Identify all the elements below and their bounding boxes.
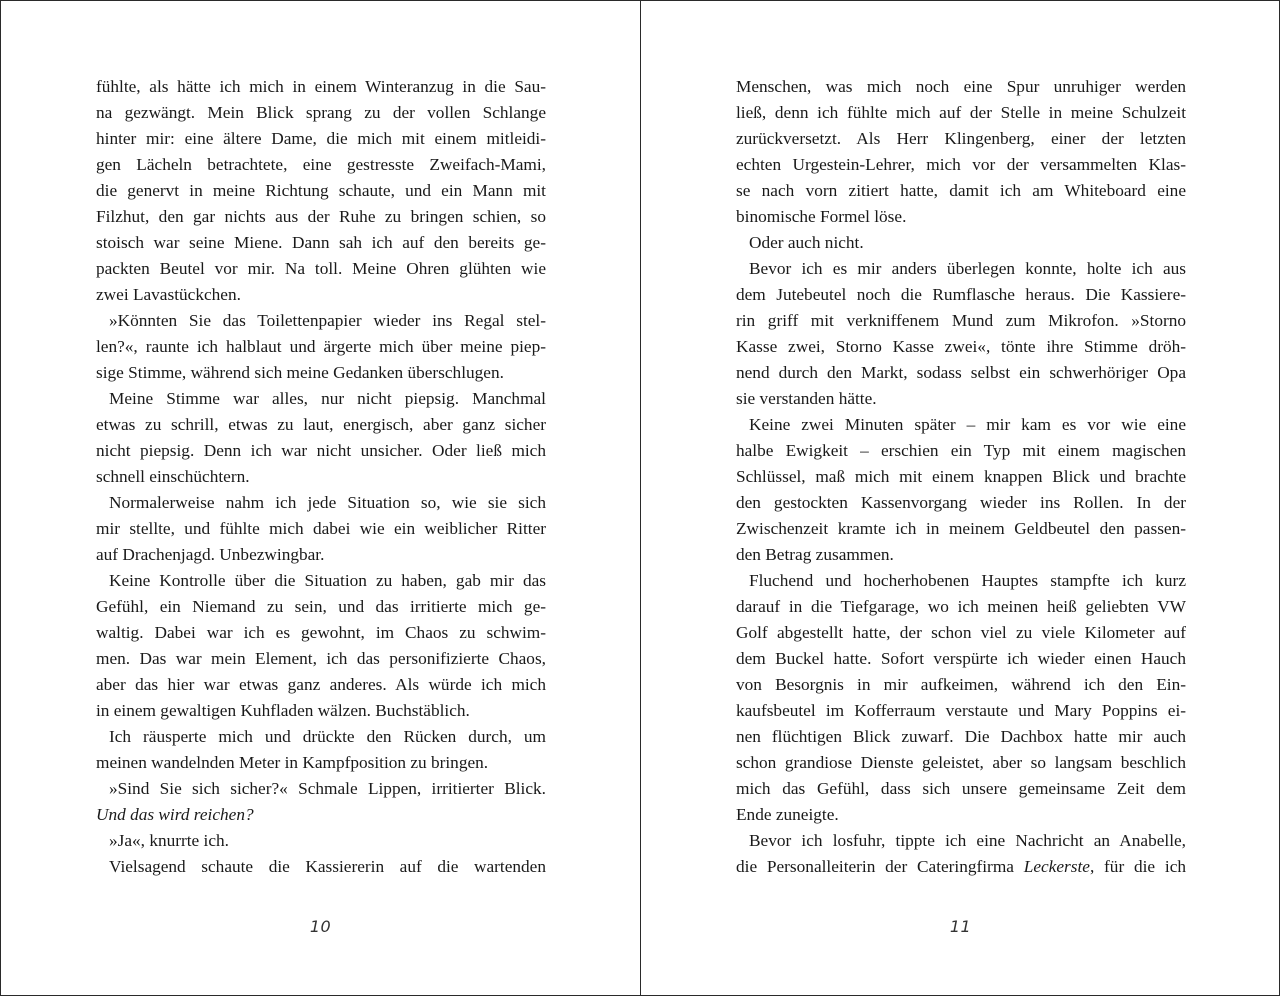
text-line: hinter mir: eine ältere Dame, die mich mit einem mitleidi-	[96, 129, 546, 148]
left-page	[1, 1, 640, 995]
page-number: 11	[949, 917, 972, 936]
text-line: echten Urgestein-Lehrer, mich vor der versammelten Klas-	[736, 155, 1186, 174]
text-line: Keine Kontrolle über die Situation zu haben, gab mir das	[109, 571, 546, 590]
text-line-italic: Und das wird reichen?	[96, 805, 254, 824]
text-line: Fluchend und hocherhobenen Hauptes stampfte ich kurz	[749, 571, 1186, 590]
text-line: Zwischenzeit kramte ich in meinem Geldbeutel den passen-	[736, 519, 1186, 538]
text-line: Gefühl, ein Niemand zu sein, und das irritierte mich ge-	[96, 597, 546, 616]
text-line: Bevor ich losfuhr, tippte ich eine Nachricht an Anabelle,	[749, 831, 1186, 850]
text-line: nicht piepsig. Denn ich war nicht unsicher. Oder ließ mich	[96, 441, 546, 460]
text-line: »Ja«, knurrte ich.	[109, 831, 229, 850]
text-line: packten Beutel vor mir. Na toll. Meine Ohren glühten wie	[96, 259, 546, 278]
text-line: dem Jutebeutel noch die Rumflasche heraus. Die Kassiere-	[736, 285, 1186, 304]
text-line: etwas zu schrill, etwas zu laut, energisch, aber ganz sicher	[96, 415, 546, 434]
text-line: Oder auch nicht.	[749, 233, 864, 252]
text-line: Normalerweise nahm ich jede Situation so, wie sie sich	[109, 493, 546, 512]
text-line: auf Drachenjagd. Unbezwingbar.	[96, 545, 325, 564]
text-line: Bevor ich es mir anders überlegen konnte, holte ich aus	[749, 259, 1186, 278]
text-line: darauf in die Tiefgarage, wo ich meinen heiß geliebten VW	[736, 597, 1186, 616]
text-line: Ich räusperte mich und drückte den Rücken durch, um	[109, 727, 546, 746]
right-page-text	[736, 74, 1186, 880]
text-line: Ende zuneigte.	[736, 805, 839, 824]
text-line: na gezwängt. Mein Blick sprang zu der vollen Schlange	[96, 103, 546, 122]
text-line: Kasse zwei, Storno Kasse zwei«, tönte ihre Stimme dröh-	[736, 337, 1186, 356]
text-line: meinen wandelnden Meter in Kampfposition zu bringen.	[96, 753, 489, 772]
text-line: fühlte, als hätte ich mich in einem Winteranzug in die Sau-	[96, 77, 546, 96]
text-line: men. Das war mein Element, ich das personifizierte Chaos,	[96, 649, 546, 668]
text-line: Menschen, was mich noch eine Spur unruhiger werden	[736, 77, 1186, 96]
text-line: binomische Formel löse.	[736, 207, 907, 226]
text-line: sie verstanden hätte.	[736, 389, 877, 408]
text-line	[736, 854, 1186, 880]
text-line: in einem gewaltigen Kuhfladen wälzen. Buchstäblich.	[96, 701, 470, 720]
text-line: den Betrag zusammen.	[736, 545, 894, 564]
text-line: kaufsbeutel im Kofferraum verstaute und Mary Poppins ei-	[736, 701, 1186, 720]
company-name-italic: Leckerste	[1023, 857, 1090, 876]
text-line: schon grandiose Dienste geleistet, aber so langsam beschlich	[736, 753, 1186, 772]
text-fragment: , für die ich	[1089, 857, 1186, 876]
text-line: Filzhut, den gar nichts aus der Ruhe zu bringen schien, so	[96, 207, 546, 226]
text-line: mir stellte, und fühlte mich dabei wie ein weiblicher Ritter	[96, 519, 546, 538]
text-line: »Könnten Sie das Toilettenpapier wieder ins Regal stel-	[109, 311, 546, 330]
text-line: Meine Stimme war alles, nur nicht piepsig. Manchmal	[109, 389, 546, 408]
right-page	[641, 1, 1280, 995]
text-line: ließ, denn ich fühlte mich auf der Stelle in meine Schulzeit	[736, 103, 1186, 122]
text-line: waltig. Dabei war ich es gewohnt, im Chaos zu schwim-	[96, 623, 546, 642]
page-number: 10	[309, 917, 332, 936]
text-fragment: die Personalleiterin der Cateringfirma	[736, 857, 1024, 876]
text-line: Schlüssel, maß mich mit einem knappen Blick und brachte	[736, 467, 1186, 486]
text-line: Golf abgestellt hatte, der schon viel zu viele Kilometer auf	[736, 623, 1186, 642]
text-line: sige Stimme, während sich meine Gedanken überschlugen.	[96, 363, 504, 382]
text-line: die genervt in meine Richtung schaute, und ein Mann mit	[96, 181, 546, 200]
text-line: zwei Lavastückchen.	[96, 285, 241, 304]
text-line: halbe Ewigkeit – erschien ein Typ mit einem magischen	[736, 441, 1186, 460]
text-line: gen Lächeln betrachtete, eine gestresste Zweifach-Mami,	[96, 155, 546, 174]
text-line: rin griff mit verkniffenem Mund zum Mikrofon. »Storno	[736, 311, 1186, 330]
text-line: zurückversetzt. Als Herr Klingenberg, einer der letzten	[736, 129, 1186, 148]
text-line: se nach vorn zitiert hatte, damit ich am Whiteboard eine	[736, 181, 1186, 200]
text-line: »Sind Sie sich sicher?« Schmale Lippen, irritierter Blick.	[109, 779, 546, 798]
text-line: schnell einschüchtern.	[96, 467, 250, 486]
text-line: von Besorgnis in mir aufkeimen, während ich den Ein-	[736, 675, 1186, 694]
text-line: nen flüchtigen Blick zuwarf. Die Dachbox hatte mir auch	[736, 727, 1186, 746]
text-line: den gestockten Kassenvorgang wieder ins Rollen. In der	[736, 493, 1186, 512]
text-line: Keine zwei Minuten später – mir kam es vor wie eine	[749, 415, 1186, 434]
text-line: len?«, raunte ich halblaut und ärgerte mich über meine piep-	[96, 337, 546, 356]
text-line: aber das hier war etwas ganz anderes. Als würde ich mich	[96, 675, 546, 694]
text-line: Vielsagend schaute die Kassiererin auf die wartenden	[109, 857, 546, 876]
text-line: dem Buckel hatte. Sofort verspürte ich wieder einen Hauch	[736, 649, 1186, 668]
text-line: nend durch den Markt, sodass selbst ein schwerhöriger Opa	[736, 363, 1186, 382]
text-line: mich das Gefühl, dass sich unsere gemeinsame Zeit dem	[736, 779, 1186, 798]
left-page-text	[96, 74, 546, 880]
text-line: stoisch war seine Miene. Dann sah ich auf den bereits ge-	[96, 233, 546, 252]
